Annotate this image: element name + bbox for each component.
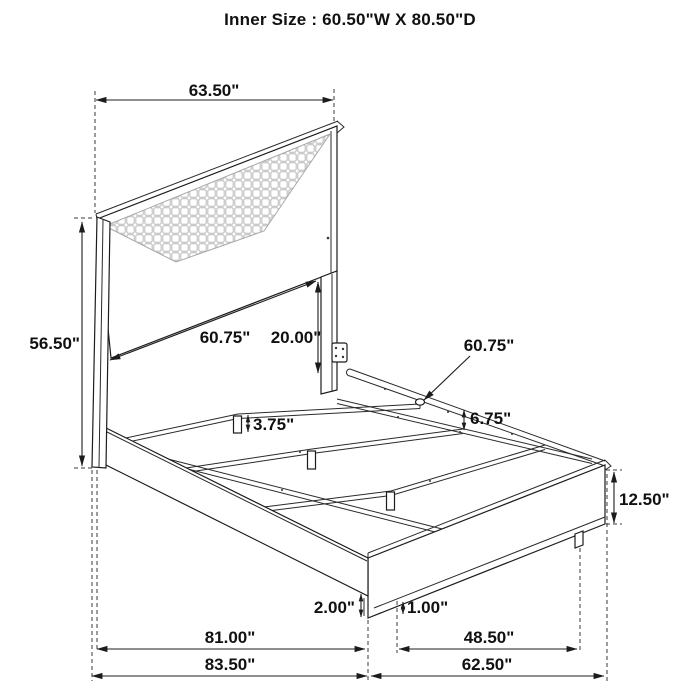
dim-label-footboard-height: 12.50": [619, 490, 670, 509]
dim-label-headboard-panel-width: 60.75": [199, 328, 251, 347]
front-side-rail: [98, 424, 368, 596]
dim-label-headboard-width: 63.50": [188, 81, 240, 100]
dim-overall-width: [371, 655, 604, 676]
dim-rail-bottom-clearance: [314, 594, 361, 617]
dim-label-footboard-span: 48.50": [463, 628, 515, 647]
dim-label-side-rail-length: 81.00": [204, 628, 256, 647]
bracket-hole: [335, 347, 337, 349]
footboard: [364, 460, 611, 618]
dim-label-overall-width: 62.50": [461, 655, 513, 674]
headboard: [96, 121, 347, 394]
dim-label-rail-offset: 6.75": [470, 409, 512, 428]
dim-label-support-leg-height: 3.75": [253, 415, 295, 434]
dim-side-rail-length: [97, 628, 365, 649]
dim-label-headboard-height: 56.50": [29, 334, 80, 353]
dim-trim-thickness: [403, 598, 448, 617]
rivet-dots: [281, 388, 513, 491]
support-leg-2: [308, 451, 316, 469]
footboard-corner-cap: [605, 460, 611, 470]
support-leg-1: [234, 416, 242, 433]
dim-label-overall-depth: 83.50": [204, 655, 256, 674]
headboard-peak-cap: [337, 121, 344, 133]
rail-joint-collar: [416, 399, 425, 405]
bracket-hole: [342, 356, 344, 358]
ledge-rail: [337, 399, 592, 464]
dim-label-headboard-panel-height: 20.00": [270, 328, 322, 347]
dim-label-trim-thickness: 1.00": [407, 598, 449, 617]
page-title: Inner Size : 60.50"W X 80.50"D: [224, 10, 476, 29]
front-side-rail-board: [98, 424, 368, 596]
dim-rail-offset: [464, 409, 511, 430]
dim-label-rail-bottom-clearance: 2.00": [313, 598, 355, 617]
dim-footboard-span: [399, 628, 577, 649]
dim-support-leg-height: [248, 415, 294, 434]
rail-mounting-bracket: [332, 343, 347, 362]
dim-headboard-width: [96, 81, 333, 100]
panel-pin-dot: [327, 237, 330, 240]
footboard-leg: [575, 531, 583, 548]
extension-lines: [74, 89, 622, 681]
support-leg-3: [387, 492, 395, 510]
dim-overall-depth: [92, 655, 367, 676]
bracket-hole: [335, 355, 337, 357]
bracket-hole: [342, 348, 344, 350]
front-side-rail-top-face: [99, 428, 367, 561]
footboard-face: [368, 465, 605, 618]
headboard-right-post: [321, 271, 337, 394]
dim-label-slat-length: 60.75": [463, 336, 515, 355]
dim-footboard-height: [614, 472, 670, 523]
dim-headboard-height: [29, 222, 82, 466]
dim-slat-length: [424, 336, 514, 400]
cross-slat-3: [264, 445, 545, 512]
cross-slat-2: [186, 429, 463, 473]
